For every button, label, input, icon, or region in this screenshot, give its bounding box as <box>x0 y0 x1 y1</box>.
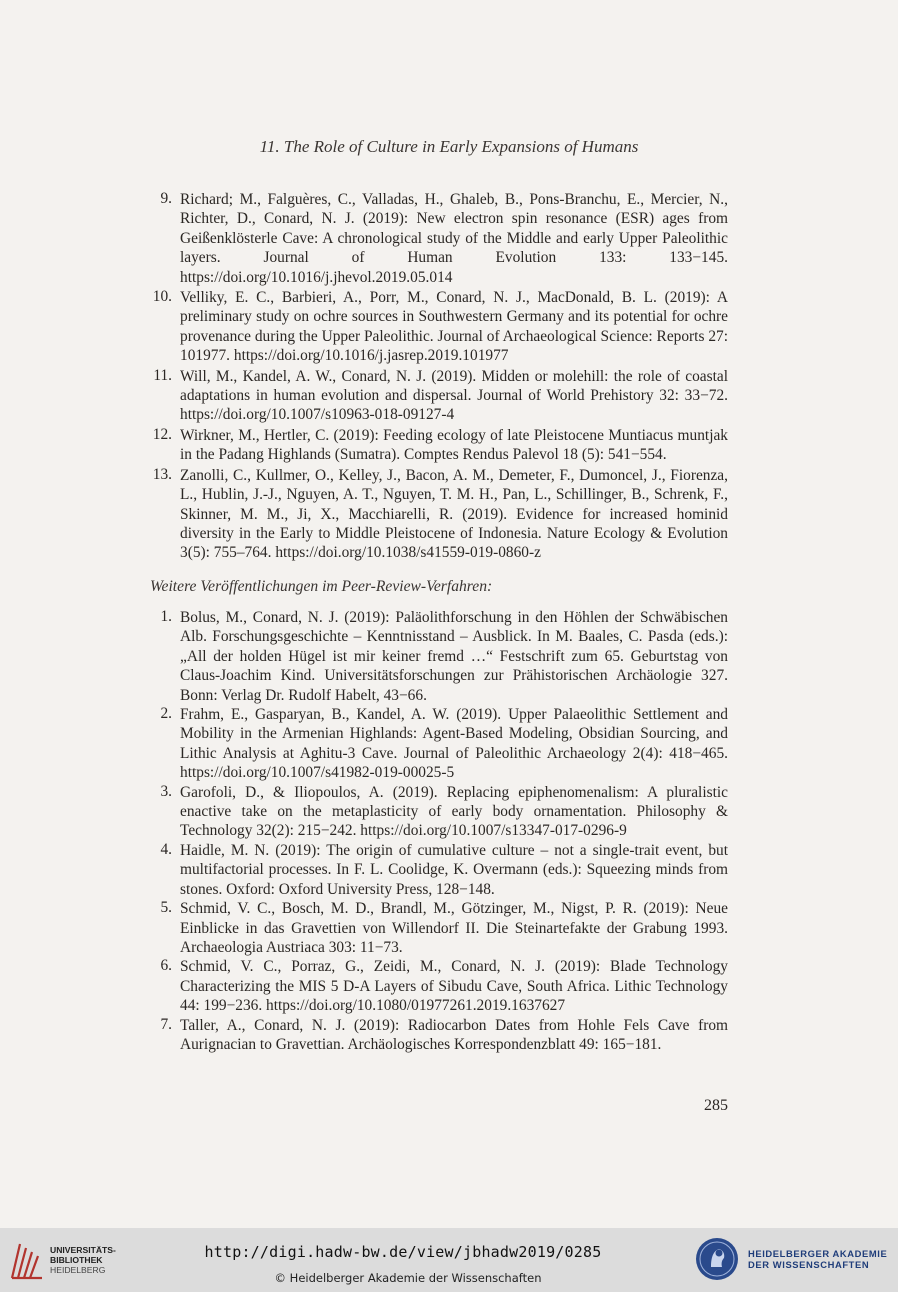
reference-number: 11. <box>153 366 172 384</box>
reference-item <box>150 899 728 957</box>
footer-bar <box>0 1228 898 1292</box>
reference-number: 13. <box>152 465 172 483</box>
reference-item <box>150 705 728 783</box>
reference-item <box>150 426 728 465</box>
reference-number: 5. <box>160 899 172 917</box>
library-line-2: BIBLIOTHEK <box>50 1255 103 1265</box>
permalink-url[interactable]: http://digi.hadw-bw.de/view/jbhadw2019/0285 <box>204 1243 602 1261</box>
reference-number: 2. <box>160 705 172 723</box>
running-title: 11. The Role of Culture in Early Expansions of Humans <box>259 137 639 156</box>
reference-item <box>150 608 728 705</box>
academy-name <box>748 1248 887 1270</box>
reference-number: 1. <box>160 608 172 625</box>
reference-number: 10. <box>152 288 172 306</box>
reference-item <box>150 783 728 841</box>
reference-item <box>150 1016 728 1055</box>
academy-line-1: HEIDELBERGER AKADEMIE <box>748 1248 888 1259</box>
reference-number: 6. <box>160 957 172 975</box>
library-line-1: UNIVERSITÄTS- <box>50 1245 116 1255</box>
reference-text: Zanolli, C., Kullmer, O., Kelley, J., Bacon, A. M., Demeter, F., Dumoncel, J., Fiorenza, L., Hublin, J.-J., Nguyen, A. T., Nguyen, T. M. H., Pan, L., Schillinger, B., Schrenk, F., Skinner, M. M., Ji, X., Macchiarelli, R. (2019). Evidence for increased hominid diversity in the Early to Middle Pleistocene of Indonesia. Nature Ecology & Evolution 3(5): 755–764. https://doi.org/10.1038/s41559-019-0860-z <box>180 466 728 562</box>
reference-text: Haidle, M. N. (2019): The origin of cumulative culture – not a single-trait event, but multifactorial processes. In F. L. Coolidge, K. Overmann (eds.): Squeezing minds from stones. Oxford: Oxford University Press, 128−148. <box>180 841 728 898</box>
reference-number: 9. <box>160 190 172 207</box>
academy-line-2: DER WISSENSCHAFTEN <box>748 1259 870 1270</box>
section-heading: Weitere Veröffentlichungen im Peer-Review-Verfahren: <box>150 578 493 595</box>
academy-seal-icon[interactable] <box>694 1236 740 1282</box>
reference-text: Bolus, M., Conard, N. J. (2019): Paläolithforschung in den Höhlen der Schwäbischen Alb. Forschungsgeschichte – Kenntnisstand – Ausblick. In M. Baales, C. Pasda (eds.): „All der holden Hügel ist mir keiner fremd …“ Festschrift zum 65. Geburtstag von Claus-Joachim Kind. Universitätsforschungen zur Prähistorischen Archäologie 327. Bonn: Verlag Dr. Rudolf Habelt, 43−66. <box>180 609 728 704</box>
reference-number: 12. <box>152 425 172 443</box>
reference-item <box>150 367 728 425</box>
page-number: 285 <box>704 1097 728 1114</box>
reference-text: Will, M., Kandel, A. W., Conard, N. J. (2019). Midden or molehill: the role of coastal adaptations in human evolution and dispersal. Journal of World Prehistory 32: 33−72. https://doi.org/10.1007/s10963-018-09127-4 <box>180 367 728 424</box>
reference-text: Velliky, E. C., Barbieri, A., Porr, M., Conard, N. J., MacDonald, B. L. (2019): A preliminary study on ochre sources in Southwestern Germany and its potential for ochre provenance during the Upper Paleolithic. Journal of Archaeological Science: Reports 27: 101977. https://doi.org/10.1016/j.jasrep.2019.101977 <box>180 289 728 365</box>
reference-list-peer-review <box>150 608 728 1054</box>
reference-text: Schmid, V. C., Bosch, M. D., Brandl, M., Götzinger, M., Nigst, P. R. (2019): Neue Einblicke in das Gravettien von Willendorf II. Die Steinartefakte der Grabung 1993. Archaeologia Austriaca 303: 11−73. <box>180 900 728 956</box>
reference-text: Garofoli, D., & Iliopoulos, A. (2019). Replacing epiphenomenalism: A pluralistic enactive take on the metaplasticity of early body ornamentation. Philosophy & Technology 32(2): 215−242. https://doi.org/10.1007/s13347-017-0296-9 <box>180 783 728 840</box>
library-line-3: HEIDELBERG <box>50 1265 106 1275</box>
reference-number: 3. <box>160 782 172 800</box>
reference-text: Taller, A., Conard, N. J. (2019): Radiocarbon Dates from Hohle Fels Cave from Aurignacian to Gravettian. Archäologisches Korrespondenzblatt 49: 165−181. <box>180 1016 728 1053</box>
reference-number: 7. <box>160 1015 172 1033</box>
reference-text: Frahm, E., Gasparyan, B., Kandel, A. W. (2019). Upper Palaeolithic Settlement and Mobility in the Armenian Highlands: Agent-Based Modeling, Obsidian Sourcing, and Lithic Analysis at Aghitu-3 Cave. Journal of Paleolithic Archaeology 2(4): 418−465. https://doi.org/10.1007/s41982-019-00025-5 <box>180 706 728 782</box>
reference-number: 4. <box>160 840 172 858</box>
reference-item <box>150 466 728 563</box>
reference-text: Wirkner, M., Hertler, C. (2019): Feeding ecology of late Pleistocene Muntiacus muntjak in the Padang Highlands (Sumatra). Comptes Rendus Palevol 18 (5): 541−554. <box>180 426 728 464</box>
reference-item <box>150 957 728 1015</box>
reference-text: Richard; M., Falguères, C., Valladas, H., Ghaleb, B., Pons-Branchu, E., Mercier, N., Richter, D., Conard, N. J. (2019): New electron spin resonance (ESR) ages from Geißenklösterle Cave: A chronological study of the Middle and early Upper Paleolithic layers. Journal of Human Evolution 133: 133−145. https://doi.org/10.1016/j.jhevol.2019.05.014 <box>180 191 728 286</box>
reference-item <box>150 288 728 366</box>
copyright-notice: © Heidelberger Akademie der Wissenschaften <box>274 1271 542 1285</box>
reference-item <box>150 190 728 287</box>
reference-list-published <box>150 190 728 563</box>
reference-item <box>150 841 728 899</box>
reference-text: Schmid, V. C., Porraz, G., Zeidi, M., Conard, N. J. (2019): Blade Technology Characterizing the MIS 5 D-A Layers of Sibudu Cave, South Africa. Lithic Technology 44: 199−236. https://doi.org/10.1080/01977261.2019.1637627 <box>180 958 728 1015</box>
